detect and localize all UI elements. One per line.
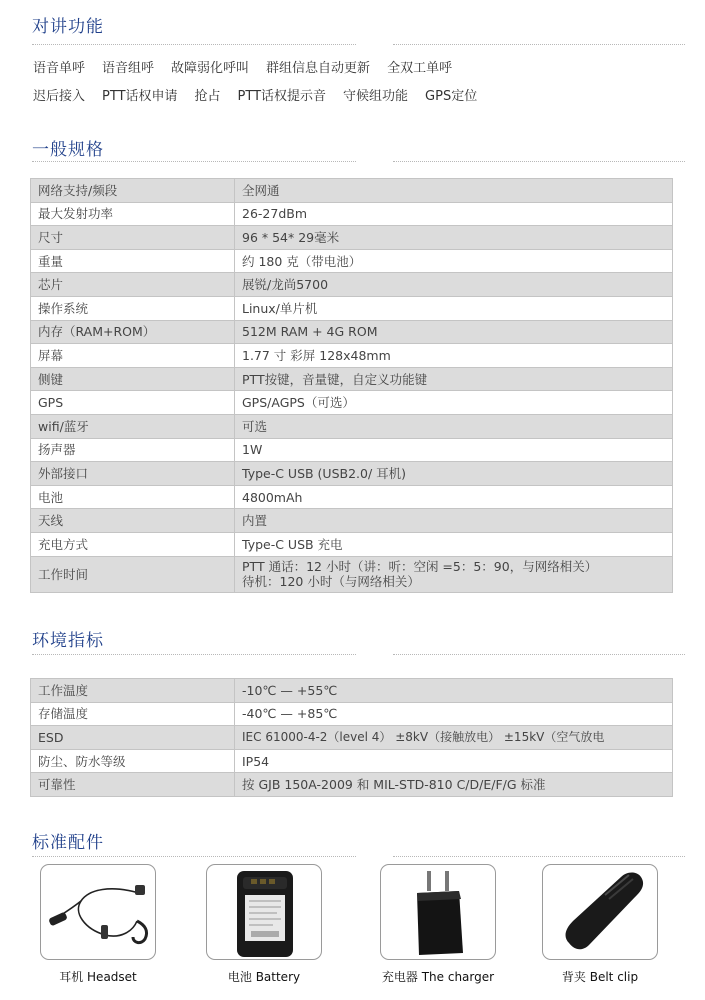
- spec-value: PTT按键，音量键，自定义功能键: [235, 367, 673, 391]
- feature-item: 守候组功能: [343, 89, 409, 104]
- spec-key: 尺寸: [31, 226, 235, 250]
- table-row: [31, 438, 673, 462]
- divider: [32, 654, 356, 655]
- accessory-label-charger: 充电器 The charger: [381, 970, 495, 984]
- spec-key: 网络支持/频段: [31, 179, 235, 203]
- env-key: 存储温度: [31, 702, 235, 726]
- divider: [393, 161, 685, 162]
- table-row: [31, 391, 673, 415]
- spec-key: 工作时间: [31, 556, 235, 592]
- table-row: [31, 367, 673, 391]
- table-row: [31, 179, 673, 203]
- spec-value: Type-C USB 充电: [235, 532, 673, 556]
- env-value: -10℃ — +55℃: [235, 679, 673, 703]
- spec-value: 1W: [235, 438, 673, 462]
- spec-key: 扬声器: [31, 438, 235, 462]
- spec-key: 屏幕: [31, 344, 235, 368]
- env-key: 防尘、防水等级: [31, 749, 235, 773]
- spec-value: 26-27dBm: [235, 202, 673, 226]
- spec-value: 展锐/龙尚5700: [235, 273, 673, 297]
- section-title-intercom: 对讲功能: [32, 17, 104, 37]
- feature-item: 语音单呼: [33, 61, 86, 76]
- env-value: IP54: [235, 749, 673, 773]
- table-row: [31, 320, 673, 344]
- accessory-card-headset: [40, 864, 156, 960]
- feature-row-1: [33, 57, 469, 76]
- table-row: [31, 226, 673, 250]
- feature-item: 故障弱化呼叫: [171, 61, 250, 76]
- spec-value: [235, 556, 673, 592]
- spec-value-line: 待机：120 小时（与网络相关）: [242, 574, 420, 589]
- feature-item: 迟后接入: [33, 89, 86, 104]
- divider: [393, 654, 685, 655]
- feature-item: 群组信息自动更新: [266, 61, 371, 76]
- table-row: [31, 344, 673, 368]
- spec-key: 侧键: [31, 367, 235, 391]
- spec-value: 内置: [235, 509, 673, 533]
- feature-item: GPS定位: [425, 89, 478, 104]
- table-row: [31, 296, 673, 320]
- spec-key: GPS: [31, 391, 235, 415]
- spec-value: 约 180 克（带电池）: [235, 249, 673, 273]
- accessory-card-charger: [380, 864, 496, 960]
- section-title-general: 一般规格: [32, 140, 104, 160]
- env-key: 工作温度: [31, 679, 235, 703]
- spec-value: 512M RAM + 4G ROM: [235, 320, 673, 344]
- spec-key: 电池: [31, 485, 235, 509]
- table-row: [31, 485, 673, 509]
- spec-key: 充电方式: [31, 532, 235, 556]
- accessory-card-belt-clip: [542, 864, 658, 960]
- env-value: 按 GJB 150A-2009 和 MIL-STD-810 C/D/E/F/G 标准: [235, 773, 673, 797]
- table-row: [31, 726, 673, 750]
- divider: [32, 161, 356, 162]
- spec-value: GPS/AGPS（可选）: [235, 391, 673, 415]
- spec-key: wifi/蓝牙: [31, 414, 235, 438]
- accessory-card-battery: [206, 864, 322, 960]
- env-key: 可靠性: [31, 773, 235, 797]
- section-title-env: 环境指标: [32, 631, 104, 651]
- spec-value: Linux/单片机: [235, 296, 673, 320]
- section-title-accessories: 标准配件: [32, 833, 104, 853]
- divider: [32, 856, 356, 857]
- spec-value: 96 * 54* 29毫米: [235, 226, 673, 250]
- feature-item: PTT话权申请: [102, 89, 178, 104]
- table-row: [31, 249, 673, 273]
- spec-value: 4800mAh: [235, 485, 673, 509]
- spec-key: 操作系统: [31, 296, 235, 320]
- env-value: -40℃ — +85℃: [235, 702, 673, 726]
- spec-value: Type-C USB (USB2.0/ 耳机): [235, 462, 673, 486]
- table-row: [31, 556, 673, 592]
- headset-icon: [41, 865, 156, 960]
- table-row: [31, 679, 673, 703]
- accessory-label-headset: 耳机 Headset: [59, 970, 137, 984]
- env-spec-table: [30, 678, 673, 797]
- spec-value: 1.77 寸 彩屏 128x48mm: [235, 344, 673, 368]
- table-row: [31, 702, 673, 726]
- general-spec-table: [30, 178, 673, 593]
- battery-icon: [207, 865, 322, 960]
- belt-clip-icon: [543, 865, 658, 960]
- env-key: ESD: [31, 726, 235, 750]
- spec-key: 天线: [31, 509, 235, 533]
- divider: [32, 44, 356, 45]
- accessory-label-battery: 电池 Battery: [227, 970, 301, 984]
- env-value: IEC 61000-4-2（level 4） ±8kV（接触放电） ±15kV（空气放电: [235, 726, 673, 750]
- table-row: [31, 202, 673, 226]
- spec-value: 全网通: [235, 179, 673, 203]
- spec-key: 内存（RAM+ROM）: [31, 320, 235, 344]
- spec-key: 最大发射功率: [31, 202, 235, 226]
- feature-item: 抢占: [194, 89, 221, 104]
- spec-key: 重量: [31, 249, 235, 273]
- spec-value-line: PTT 通话：12 小时（讲：听：空闲 =5：5：90，与网络相关）: [242, 559, 598, 574]
- table-row: [31, 773, 673, 797]
- table-row: [31, 462, 673, 486]
- table-row: [31, 532, 673, 556]
- feature-item: 语音组呼: [102, 61, 155, 76]
- spec-key: 外部接口: [31, 462, 235, 486]
- spec-value: 可选: [235, 414, 673, 438]
- feature-item: 全双工单呼: [387, 61, 453, 76]
- accessory-label-belt-clip: 背夹 Belt clip: [561, 970, 639, 984]
- feature-row-2: [33, 85, 494, 104]
- table-row: [31, 509, 673, 533]
- feature-item: PTT话权提示音: [237, 89, 327, 104]
- divider: [393, 856, 685, 857]
- spec-key: 芯片: [31, 273, 235, 297]
- table-row: [31, 749, 673, 773]
- table-row: [31, 414, 673, 438]
- charger-icon: [381, 865, 496, 960]
- divider: [393, 44, 685, 45]
- table-row: [31, 273, 673, 297]
